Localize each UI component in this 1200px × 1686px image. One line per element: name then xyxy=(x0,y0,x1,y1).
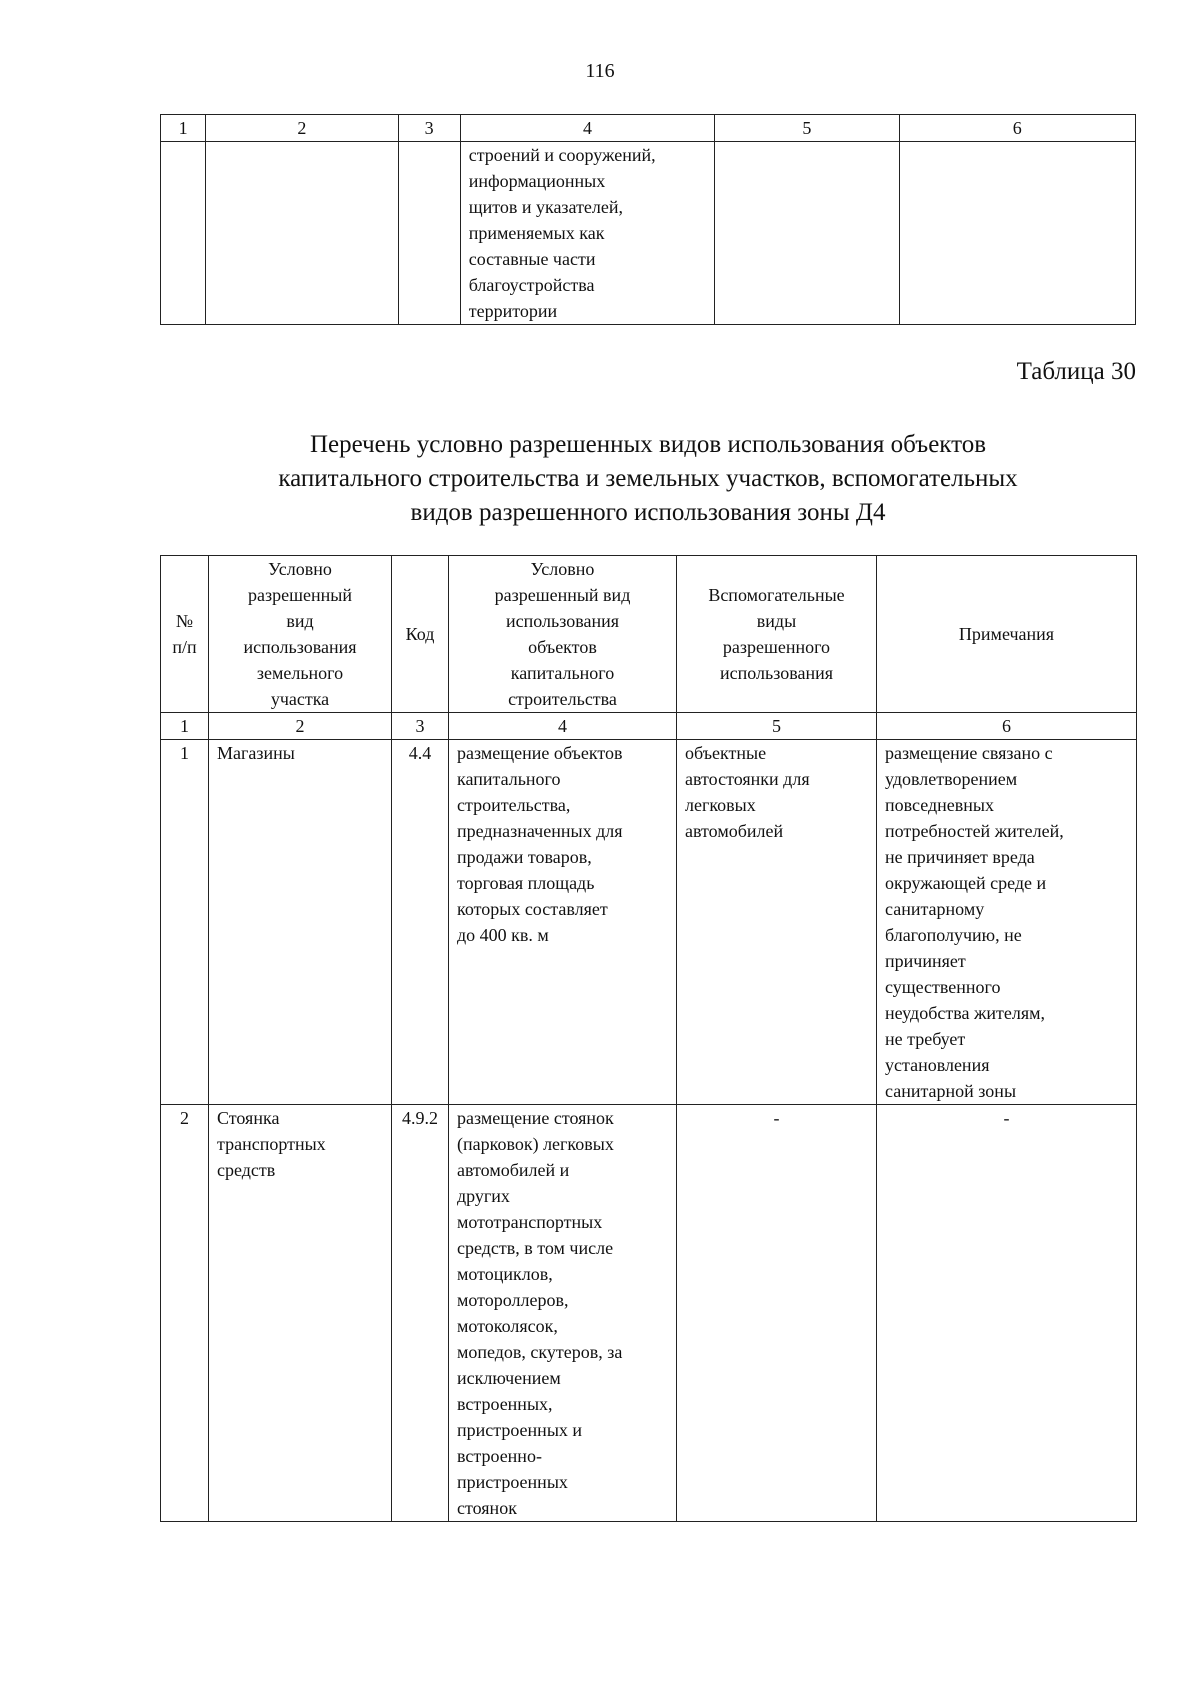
header-line: виды xyxy=(756,611,797,631)
cont-cell-3 xyxy=(398,142,460,325)
cell-line: размещение стоянок xyxy=(457,1108,614,1128)
header-line: разрешенного xyxy=(722,637,831,657)
cell-line: стоянок xyxy=(457,1498,517,1518)
col-number: 2 xyxy=(206,115,398,142)
cell-line: информационных xyxy=(468,171,606,191)
continuation-header-row xyxy=(161,115,1136,142)
col-number: 1 xyxy=(161,713,209,740)
cell-line: неудобства жителям, xyxy=(885,1003,1046,1023)
header-line: использования xyxy=(719,663,833,683)
cont-cell-1 xyxy=(161,142,206,325)
header-code: Код xyxy=(392,556,449,713)
header-row xyxy=(161,556,1137,713)
cell-line: которых составляет xyxy=(457,899,608,919)
row-land-use xyxy=(209,740,392,1105)
col-number: 6 xyxy=(877,713,1137,740)
row-aux xyxy=(677,740,877,1105)
cell-line: составные части xyxy=(468,249,596,269)
cell-line: (парковок) легковых xyxy=(457,1134,614,1154)
cell-line: продажи товаров, xyxy=(457,847,592,867)
col-number: 6 xyxy=(899,115,1135,142)
cell-line: благоустройства xyxy=(468,275,595,295)
col-number: 1 xyxy=(161,115,206,142)
cell-line: существенного xyxy=(885,977,1001,997)
column-number-row xyxy=(161,713,1137,740)
cell-line: благополучию, не xyxy=(885,925,1022,945)
cell-line: строительства, xyxy=(457,795,571,815)
header-land-use xyxy=(209,556,392,713)
cell-line: Стоянка xyxy=(217,1108,280,1128)
cell-line: мопедов, скутеров, за xyxy=(457,1342,623,1362)
title-line: капитального строительства и земельных участков, вспомогательных xyxy=(278,465,1018,492)
header-line: Условно xyxy=(268,559,332,579)
cell-line: окружающей среде и xyxy=(885,873,1047,893)
col-number: 3 xyxy=(398,115,460,142)
header-num xyxy=(161,556,209,713)
cell-line: средств xyxy=(217,1160,276,1180)
header-line: использования xyxy=(243,637,357,657)
cell-line: торговая площадь xyxy=(457,873,595,893)
col-number: 2 xyxy=(209,713,392,740)
cell-line: повседневных xyxy=(885,795,994,815)
page-number: 116 xyxy=(585,60,615,82)
header-line: разрешенный вид xyxy=(494,585,631,605)
header-line: объектов xyxy=(528,637,597,657)
row-num: 1 xyxy=(161,740,209,1105)
cell-line: щитов и указателей, xyxy=(468,197,624,217)
cell-line: санитарной зоны xyxy=(885,1081,1017,1101)
table-row xyxy=(161,740,1137,1105)
table-row xyxy=(161,1105,1137,1522)
cell-line: территории xyxy=(468,301,558,321)
cell-line: удовлетворением xyxy=(885,769,1018,789)
header-aux xyxy=(677,556,877,713)
cont-cell-2 xyxy=(206,142,398,325)
title-line: Перечень условно разрешенных видов использования объектов xyxy=(309,431,987,458)
cont-cell-4 xyxy=(460,142,714,325)
cell-line: до 400 кв. м xyxy=(457,925,549,945)
header-line: разрешенный xyxy=(248,585,352,605)
cell-line: автостоянки для xyxy=(685,769,810,789)
header-line: строительства xyxy=(508,689,617,709)
table-title xyxy=(160,428,1136,530)
cell-line: установления xyxy=(885,1055,990,1075)
row-capital-use xyxy=(449,1105,677,1522)
col-number: 5 xyxy=(677,713,877,740)
cont-cell-5 xyxy=(715,142,899,325)
header-capital-use xyxy=(449,556,677,713)
cell-line: не требует xyxy=(885,1029,966,1049)
cell-line: размещение связано с xyxy=(885,743,1053,763)
row-notes: - xyxy=(877,1105,1137,1522)
cell-line: транспортных xyxy=(217,1134,326,1154)
cell-line: объектные xyxy=(685,743,767,763)
cont-cell-6 xyxy=(899,142,1135,325)
cell-line: автомобилей и xyxy=(457,1160,570,1180)
cell-line: размещение объектов xyxy=(457,743,623,763)
cell-line: исключением xyxy=(457,1368,561,1388)
col-number: 3 xyxy=(392,713,449,740)
header-line: участка xyxy=(270,689,330,709)
main-table xyxy=(160,555,1137,1522)
row-code: 4.4 xyxy=(392,740,449,1105)
row-aux: - xyxy=(677,1105,877,1522)
row-capital-use xyxy=(449,740,677,1105)
title-line: видов разрешенного использования зоны Д4 xyxy=(410,499,886,526)
cell-line: встроенно- xyxy=(457,1446,542,1466)
continuation-row xyxy=(161,142,1136,325)
cell-line: пристроенных и xyxy=(457,1420,583,1440)
cell-line: санитарному xyxy=(885,899,985,919)
table-label: Таблица 30 xyxy=(1016,358,1136,385)
cell-line: Магазины xyxy=(217,743,295,763)
cell-line: строений и сооружений, xyxy=(468,145,656,165)
cell-line: капитального xyxy=(457,769,561,789)
cell-line: других xyxy=(457,1186,510,1206)
cell-line: пристроенных xyxy=(457,1472,568,1492)
cell-line: причиняет xyxy=(885,951,966,971)
continuation-table xyxy=(160,114,1136,325)
cell-line: предназначенных для xyxy=(457,821,623,841)
row-land-use xyxy=(209,1105,392,1522)
header-line: № xyxy=(175,611,194,631)
col-number: 5 xyxy=(715,115,899,142)
header-line: Вспомогательные xyxy=(708,585,845,605)
cell-line: встроенных, xyxy=(457,1394,553,1414)
row-num: 2 xyxy=(161,1105,209,1522)
cell-line: средств, в том числе xyxy=(457,1238,614,1258)
header-line: земельного xyxy=(256,663,344,683)
header-line: п/п xyxy=(172,637,197,657)
cell-line: мотоциклов, xyxy=(457,1264,553,1284)
header-line: вид xyxy=(286,611,314,631)
cell-line: легковых xyxy=(685,795,756,815)
cell-line: мотороллеров, xyxy=(457,1290,569,1310)
cell-line: мототранспортных xyxy=(457,1212,603,1232)
header-line: использования xyxy=(505,611,619,631)
header-line: Условно xyxy=(530,559,595,579)
cell-line: применяемых как xyxy=(468,223,605,243)
cell-line: не причиняет вреда xyxy=(885,847,1035,867)
row-code: 4.9.2 xyxy=(392,1105,449,1522)
header-line: капитального xyxy=(510,663,615,683)
cell-line: мотоколясок, xyxy=(457,1316,558,1336)
cell-line: автомобилей xyxy=(685,821,784,841)
col-number: 4 xyxy=(460,115,714,142)
row-notes xyxy=(877,740,1137,1105)
col-number: 4 xyxy=(449,713,677,740)
header-notes: Примечания xyxy=(877,556,1137,713)
cell-line: потребностей жителей, xyxy=(885,821,1064,841)
